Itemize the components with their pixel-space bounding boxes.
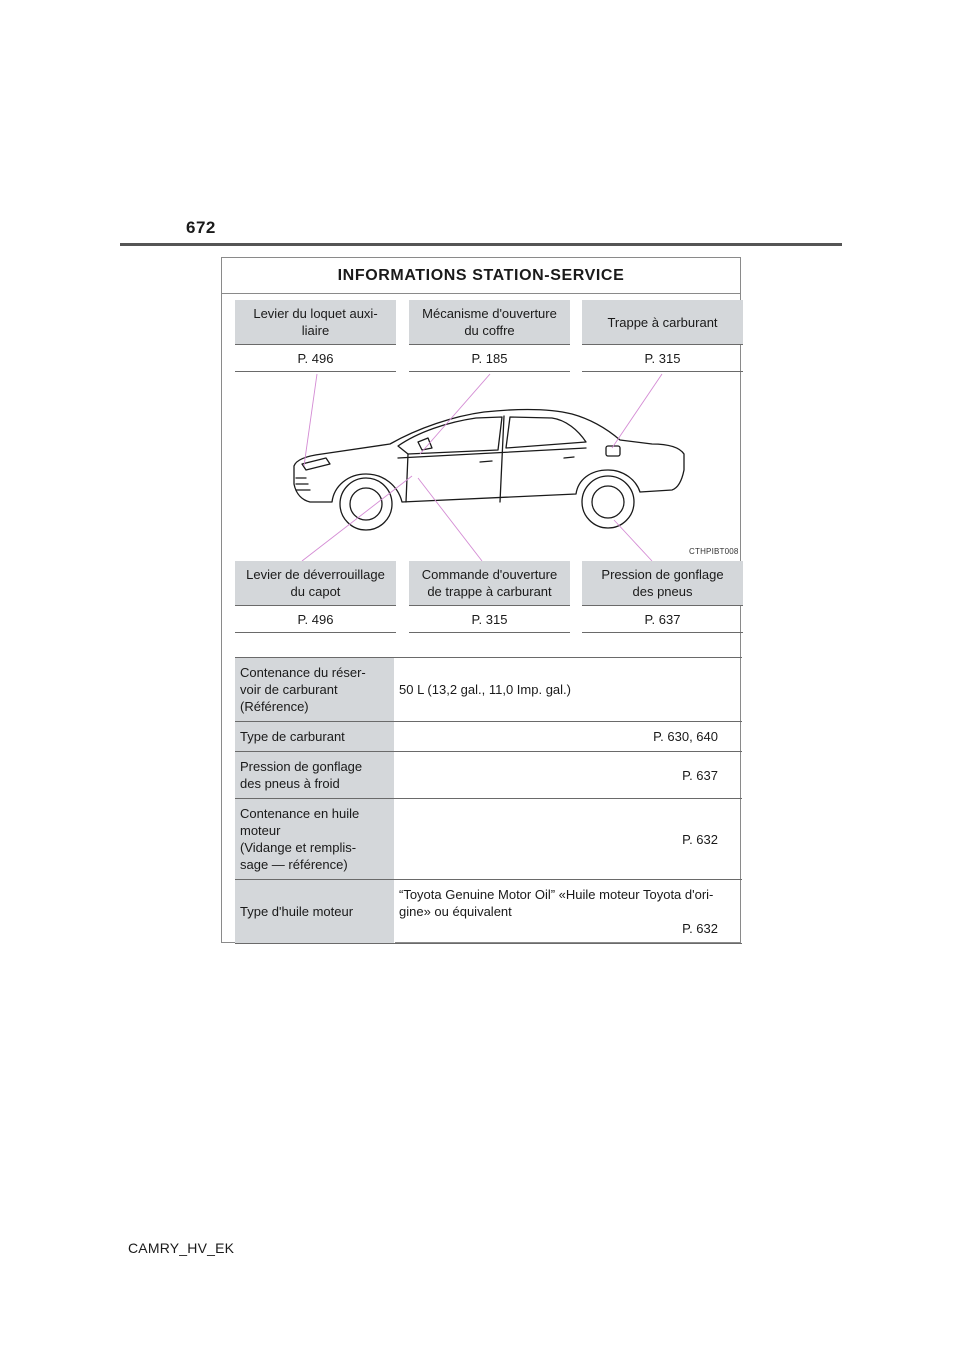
callout-label: Levier du loquet auxi- liaire (235, 300, 396, 344)
table-row-page-ref: P. 630, 640 (653, 729, 718, 744)
leader-line-hood-release (302, 476, 412, 561)
car-mirror (418, 438, 432, 450)
panel-title: INFORMATIONS STATION-SERVICE (222, 258, 740, 294)
table-row (235, 752, 742, 799)
table-row-page-ref: P. 632 (682, 921, 718, 936)
callout-page-ref: P. 315 (409, 605, 570, 633)
car-fuel-door (606, 446, 620, 456)
car-rear-wheel-rim (592, 486, 624, 518)
callout-label: Trappe à carburant (582, 300, 743, 344)
car-front-wheel-rim (350, 488, 382, 520)
top-callouts (235, 300, 742, 372)
car-door-handle (480, 461, 492, 462)
leader-line-fuel-door (612, 374, 662, 448)
callout-label: Levier de déverrouillage du capot (235, 561, 396, 605)
service-info-panel (221, 257, 741, 943)
leader-line-tire (614, 520, 652, 561)
callout-hood-release (235, 561, 396, 633)
callout-auxiliary-latch (235, 300, 396, 372)
leader-line-aux-latch (304, 374, 317, 466)
callout-page-ref: P. 315 (582, 344, 743, 372)
page-number: 672 (186, 218, 216, 237)
table-row (235, 658, 742, 722)
callout-label: Commande d'ouverture de trappe à carburant (409, 561, 570, 605)
fuel-info-table (235, 657, 742, 944)
car-window-front (398, 417, 502, 454)
table-row (235, 799, 742, 880)
car-door-line (406, 454, 408, 502)
table-row-value-text: “Toyota Genuine Motor Oil” «Huile moteur Toyota d'ori- gine» ou équivalent (399, 887, 714, 919)
callout-page-ref: P. 637 (582, 605, 743, 633)
car-grille (296, 478, 310, 490)
table-row (235, 880, 742, 944)
callout-page-ref: P. 185 (409, 344, 570, 372)
figure-code: CTHPIBT008 (689, 547, 739, 556)
leader-line-fuel-opener (418, 478, 482, 561)
callout-page-ref: P. 496 (235, 605, 396, 633)
callout-page-ref: P. 496 (235, 344, 396, 372)
table-row-page-ref: P. 637 (682, 767, 718, 783)
callout-fuel-door-opener (409, 561, 570, 633)
table-row-key: Type de carburant (235, 722, 395, 751)
table-row-value (395, 752, 742, 798)
callout-fuel-door (582, 300, 743, 372)
bottom-callouts (235, 561, 742, 633)
car-door-handle (564, 457, 574, 458)
table-row-key: Type d'huile moteur (235, 880, 395, 943)
callout-trunk-opener (409, 300, 570, 372)
document-footer: CAMRY_HV_EK (128, 1240, 235, 1256)
table-row-value (395, 722, 742, 751)
callout-label: Mécanisme d'ouverture du coffre (409, 300, 570, 344)
table-row-value-text: 50 L (13,2 gal., 11,0 Imp. gal.) (399, 682, 571, 697)
car-window-rear (506, 417, 586, 448)
car-body-outline (294, 410, 684, 502)
car-headlight (302, 458, 330, 470)
table-row (235, 722, 742, 752)
table-row-value (395, 658, 742, 721)
leader-line-trunk (420, 374, 490, 454)
car-front-wheel (340, 478, 392, 530)
callout-tire-pressure (582, 561, 743, 633)
table-row-page-ref: P. 632 (682, 831, 718, 847)
table-row-value (395, 799, 742, 879)
table-row-value (395, 880, 742, 943)
car-belt-line (398, 448, 586, 458)
callout-label: Pression de gonflage des pneus (582, 561, 743, 605)
table-row-key: Contenance en huile moteur (Vidange et remplis- sage — référence) (235, 799, 395, 879)
car-door-line (500, 416, 504, 502)
table-row-key: Pression de gonflage des pneus à froid (235, 752, 395, 798)
car-rear-wheel (582, 476, 634, 528)
header-rule (120, 243, 842, 246)
table-row-key: Contenance du réser- voir de carburant (Référence) (235, 658, 395, 721)
